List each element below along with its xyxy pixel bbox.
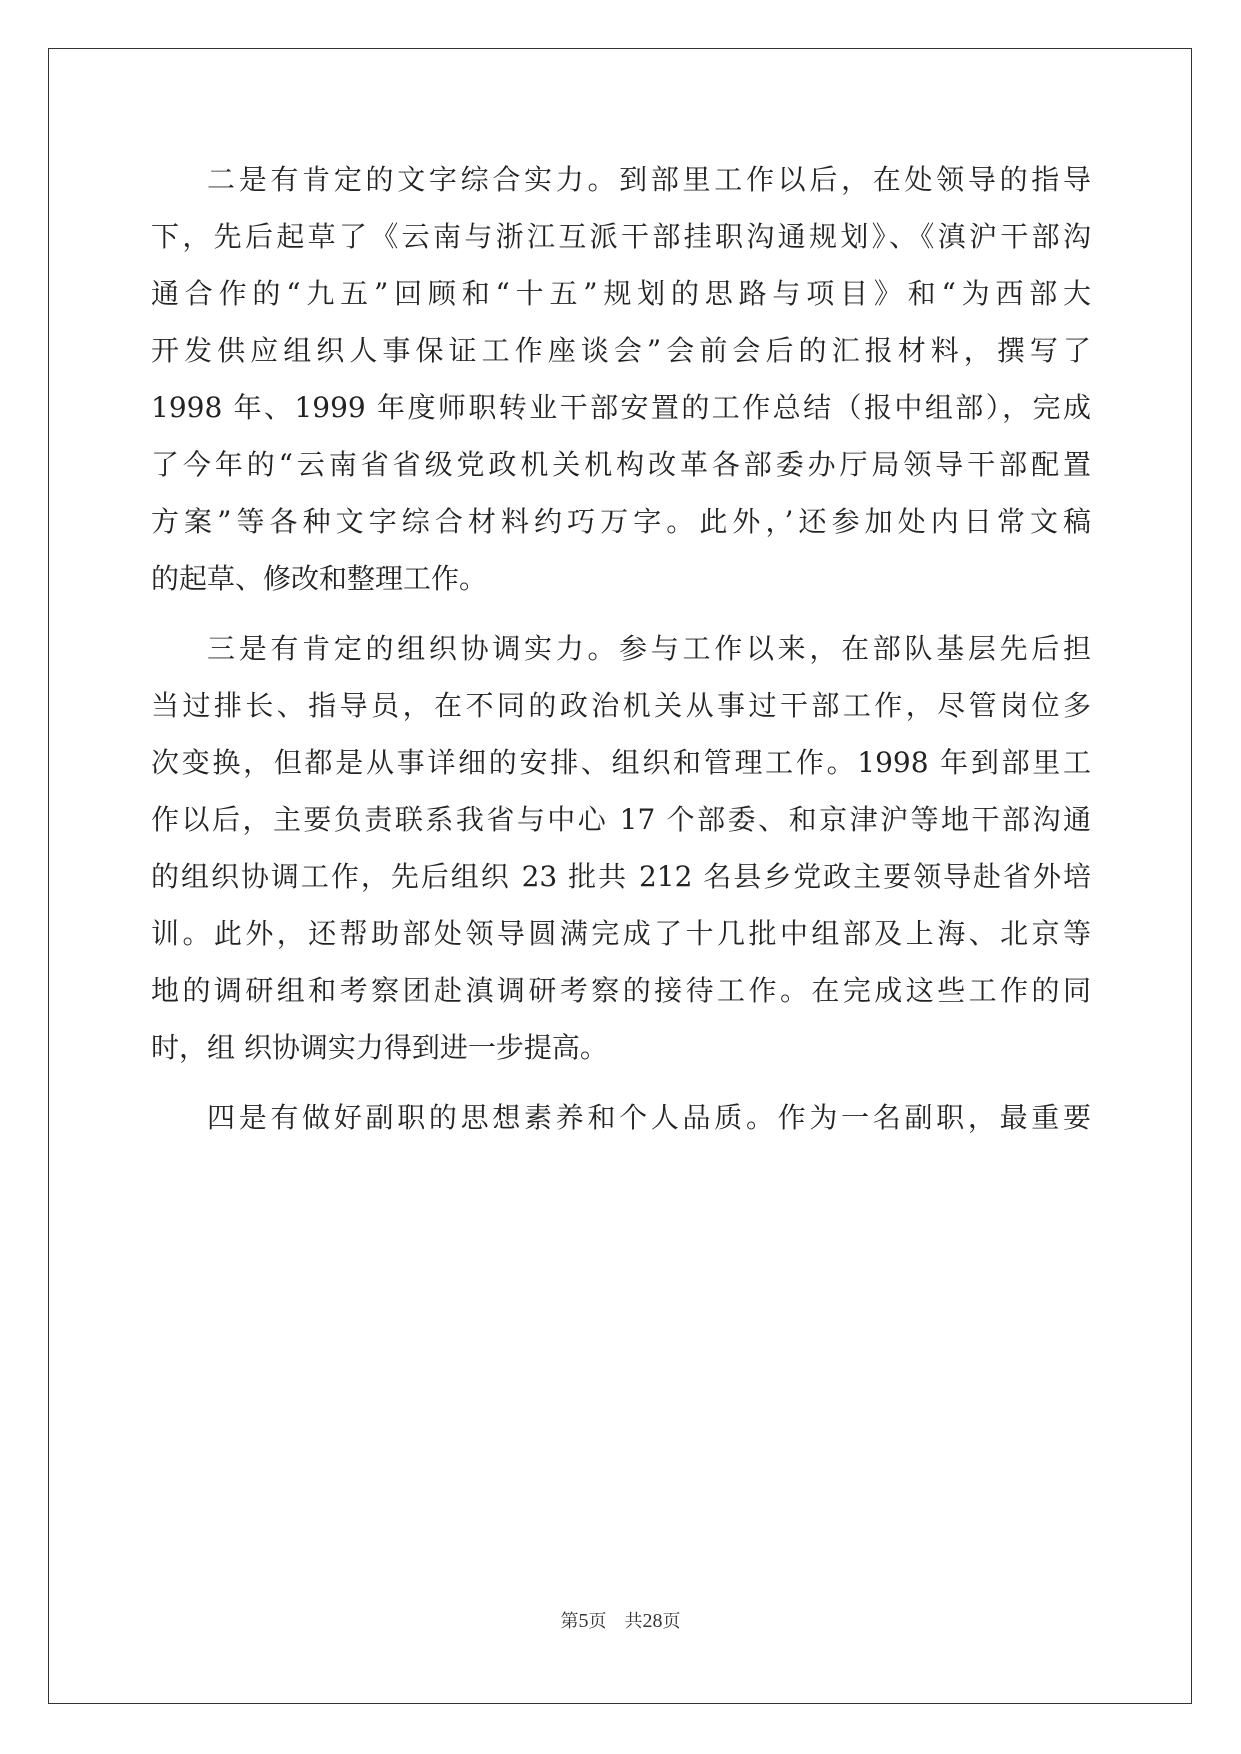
- paragraph-3-line-7: 地的调研组和考察团赴滇调研考察的接待工作。在完成这些工作的同: [151, 974, 1091, 1007]
- paragraph-3-line-3: 次变换，但都是从事详细的安排、组织和管理工作。1998 年到部里工: [151, 746, 1091, 779]
- paragraph-2-line-7: 方案”等各种文字综合材料约巧万字。此外，’还参加处内日常文稿: [151, 505, 1091, 538]
- total-suffix: 页: [662, 1611, 681, 1632]
- paragraph-2-line-4: 开发供应组织人事保证工作座谈会”会前会后的汇报材料，撰写了: [151, 334, 1091, 367]
- paragraph-2-line-8: 的起草、修改和整理工作。: [151, 562, 488, 595]
- paragraph-3-line-8: 时，组 织协调实力得到进一步提高。: [151, 1031, 608, 1064]
- paragraph-3-line-4: 作以后，主要负责联系我省与中心 17 个部委、和京津沪等地干部沟通: [151, 803, 1091, 836]
- paragraph-3-line-2: 当过排长、指导员，在不同的政治机关从事过干部工作，尽管岗位多: [151, 689, 1091, 722]
- paragraph-2-line-2: 下，先后起草了《云南与浙江互派干部挂职沟通规划》、《滇沪干部沟: [151, 220, 1091, 253]
- paragraph-3-line-1: 三是有肯定的组织协调实力。参与工作以来，在部队基层先后担: [207, 632, 1091, 665]
- page-suffix: 页: [588, 1611, 607, 1632]
- paragraph-2-line-3: 通合作的“九五”回顾和“十五”规划的思路与项目》和“为西部大: [151, 277, 1091, 310]
- total-pages: 28: [642, 1610, 663, 1632]
- page-footer: [0, 1609, 1241, 1634]
- paragraph-3-line-5: 的组织协调工作，先后组织 23 批共 212 名县乡党政主要领导赴省外培: [151, 860, 1091, 893]
- paragraph-2-line-5: 1998 年、1999 年度师职转业干部安置的工作总结（报中组部），完成: [151, 391, 1091, 424]
- total-prefix: 共: [624, 1611, 643, 1632]
- paragraph-2-line-1: 二是有肯定的文字综合实力。到部里工作以后，在处领导的指导: [207, 163, 1091, 196]
- paragraph-2-line-6: 了今年的“云南省省级党政机关机构改革各部委办厅局领导干部配置: [151, 448, 1091, 481]
- paragraph-4-line-1: 四是有做好副职的思想素养和个人品质。作为一名副职，最重要: [207, 1101, 1091, 1134]
- page-number: 5: [578, 1610, 589, 1632]
- paragraph-3-line-6: 训。此外，还帮助部处领导圆满完成了十几批中组部及上海、北京等: [151, 917, 1091, 950]
- page-prefix: 第: [560, 1611, 579, 1632]
